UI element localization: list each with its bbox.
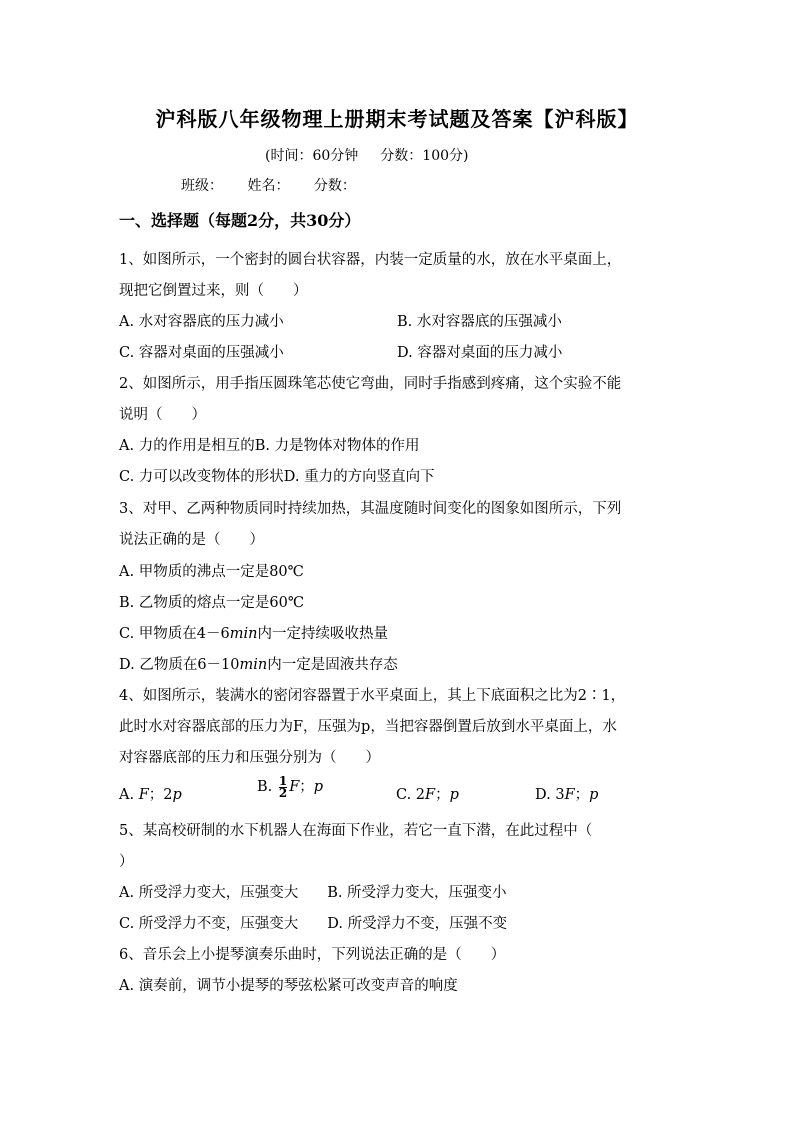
exam-time: (时间：60分钟: [265, 148, 359, 164]
q4-option-d: D. 3F；p: [535, 787, 599, 803]
class-label: 班级：: [181, 178, 223, 194]
q3-d-pre: D. 乙物质在6－10: [119, 657, 240, 673]
q1-stem-line2: 现把它倒置过来，则（ ）: [119, 283, 308, 299]
q4-stem-line2: 此时水对容器底部的压力为F，压强为p，当把容器倒置后放到水平桌面上，水: [119, 719, 617, 735]
page-title: 沪科版八年级物理上册期末考试题及答案【沪科版】: [155, 107, 639, 131]
q1-option-c: C. 容器对桌面的压强减小: [119, 345, 284, 361]
q3-option-d: [119, 653, 398, 674]
q4-options: [119, 773, 679, 813]
q6-option-a: A. 演奏前，调节小提琴的琴弦松紧可改变声音的响度: [119, 978, 458, 994]
q2-options-ab: A. 力的作用是相互的B. 力是物体对物体的作用: [119, 438, 420, 454]
score-label: 分数：: [313, 178, 356, 194]
q5-stem-line2: ）: [119, 854, 134, 870]
q3-c-post: 内一定持续吸收热量: [257, 626, 388, 642]
q3-c-unit: min: [229, 626, 258, 642]
q3-d-unit: min: [239, 657, 268, 673]
q1-option-d: D. 容器对桌面的压力减小: [397, 345, 563, 361]
q3-stem-line2: 说法正确的是（ ）: [119, 532, 264, 548]
q3-d-post: 内一定是固液共存态: [267, 657, 398, 673]
q4-option-b: B. $\frac{1}{2}$ F；p: [257, 773, 324, 800]
student-info: [181, 175, 376, 195]
q1-stem-line1: 1、如图所示，一个密封的圆台状容器，内装一定质量的水，放在水平桌面上，: [119, 252, 622, 268]
q3-option-a: A. 甲物质的沸点一定是80℃: [119, 564, 304, 580]
q4-stem-line1: 4、如图所示，装满水的密闭容器置于水平桌面上，其上下底面积之比为2∶1，: [119, 688, 626, 704]
q1-option-a: A. 水对容器底的压力减小: [119, 314, 284, 330]
q3-c-pre: C. 甲物质在4－6: [119, 626, 230, 642]
section-heading: 一、选择题（每题2分，共30分）: [119, 211, 361, 230]
q4-option-a: A. F；2p: [119, 787, 182, 803]
name-label: 姓名：: [247, 178, 290, 194]
exam-meta: [265, 145, 468, 165]
q3-option-b: B. 乙物质的熔点一定是60℃: [119, 595, 305, 611]
q5-options-cd: C. 所受浮力不变，压强变大 D. 所受浮力不变，压强不变: [119, 916, 508, 932]
q2-stem-line2: 说明（ ）: [119, 407, 206, 423]
q3-option-c: [119, 622, 388, 643]
exam-score: 分数：100分): [380, 148, 469, 164]
fraction-one-half: $\frac{1}{2}$: [278, 773, 288, 800]
q4-stem-line3: 对容器底部的压力和压强分别为（ ）: [119, 750, 380, 766]
q2-options-cd: C. 力可以改变物体的形状D. 重力的方向竖直向下: [119, 469, 435, 485]
q5-options-ab: A. 所受浮力变大，压强变大 B. 所受浮力变大，压强变小: [119, 885, 507, 901]
q2-stem-line1: 2、如图所示，用手指压圆珠笔芯使它弯曲，同时手指感到疼痛，这个实验不能: [119, 376, 622, 392]
q3-stem-line1: 3、对甲、乙两种物质同时持续加热，其温度随时间变化的图象如图所示，下列: [119, 501, 622, 517]
q5-stem-line1: 5、某高校研制的水下机器人在海面下作业，若它一直下潜，在此过程中（: [119, 823, 593, 839]
q6-stem-line1: 6、音乐会上小提琴演奏乐曲时，下列说法正确的是（ ）: [119, 947, 506, 963]
q4-option-c: C. 2F；p: [396, 787, 459, 803]
q1-option-b: B. 水对容器底的压强减小: [397, 314, 562, 330]
